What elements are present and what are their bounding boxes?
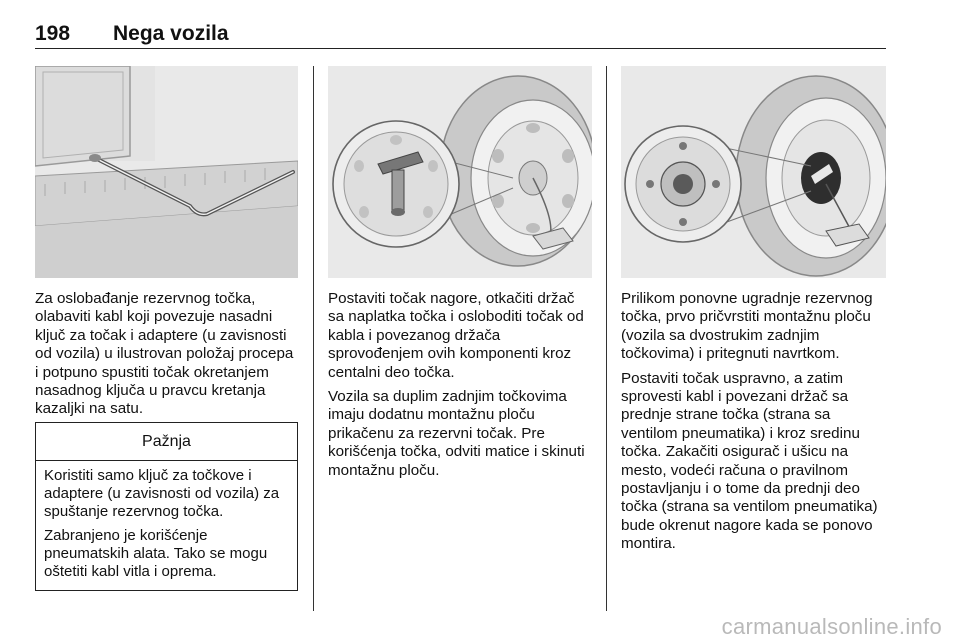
paragraph: Postaviti točak uspravno, a zatim sprovesti kabl i povezani držač sa prednje strane točka (strana sa ventilom pneumatika) i kroz sredinu točka. Zakačiti osigurač i ušicu na mesto, vodeći računa o pravilnom postavljanju i o tome da prednji deo točka (strana sa ventilom pneumatika) bude okrenut nagore kada se ponovo montira.: [621, 369, 878, 553]
wheel-cable-release-figure: [328, 66, 592, 278]
spare-wheel-lowering-figure: [35, 66, 298, 278]
lowering-instructions: Za oslobađanje rezervnog točka, olabaviti kabl koji povezuje nasadni ključ za točak i adaptere (u zavisnosti od vozila) u ilustrovan položaj procepa i potpuno spustiti točak okretanjem nasadnog ključa u pravcu kretanja kazaljki na satu.: [35, 290, 294, 418]
wheel-remount-figure: [621, 66, 886, 278]
watermark[interactable]: carmanualsonline.info: [721, 614, 942, 639]
notice-title: Pažnja: [36, 423, 297, 461]
notice-body: [36, 461, 297, 581]
column-1: [35, 66, 298, 419]
column-3: [621, 66, 886, 554]
notice-paragraph: Koristiti samo ključ za točkove i adaptere (u zavisnosti od vozila) za spuštanje rezervnog točka.: [44, 467, 280, 520]
page-number: 198: [35, 22, 71, 45]
notice-paragraph: Zabranjeno je korišćenje pneumatskih alata. Tako se mogu oštetiti kabl vitla i oprema.: [44, 527, 268, 580]
cable-release-illustration: [328, 66, 592, 278]
column-divider: [313, 66, 314, 611]
column-divider: [606, 66, 607, 611]
paragraph: Vozila sa duplim zadnjim točkovima imaju dodatnu montažnu ploču prikačenu za rezervni točak. Pre korišćenja točka, odviti matice i skinuti montažnu ploču.: [328, 388, 585, 479]
warning-notice: [35, 422, 298, 591]
section-title: Nega vozila: [113, 22, 229, 45]
paragraph: Postaviti točak nagore, otkačiti držač sa naplatka točka i osloboditi točak od kabla i povezanog držača sprovođenjem ovih komponenti kroz centalni deo točka.: [328, 290, 584, 381]
page-header: [35, 8, 886, 49]
remount-illustration: [621, 66, 886, 278]
column-2: [328, 66, 592, 480]
paragraph: Prilikom ponovne ugradnje rezervnog točka, prvo pričvrstiti montažnu ploču (vozila sa dvostrukim zadnjim točkovima) i pritegnuti navrtkom.: [621, 290, 873, 363]
lowering-illustration: [35, 66, 298, 278]
